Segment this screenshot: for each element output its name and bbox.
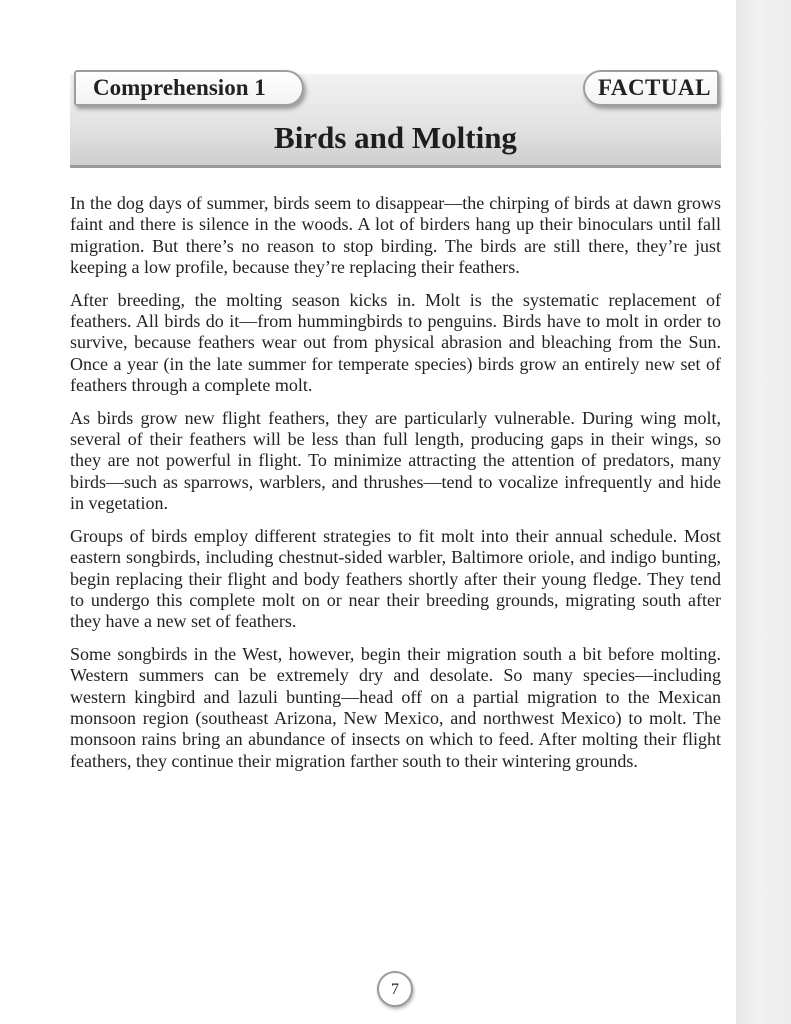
paragraph-2: After breeding, the molting season kicks in. Molt is the systematic replacement of feathers. All birds do it—from hummingbirds to penguins. Birds have to molt in order to survive, because feathers wear out from physical abrasion and bleaching from the Sun. Once a year (in the late summer for temperate species) birds grow an entirely new set of feathers through a complete molt.	[70, 289, 721, 396]
category-label: FACTUAL	[598, 75, 711, 100]
section-label-tab	[74, 70, 304, 106]
page-edge-strip	[736, 0, 791, 1024]
category-label-tab	[583, 70, 719, 106]
paragraph-3: As birds grow new flight feathers, they are particularly vulnerable. During wing molt, several of their feathers will be less than full length, producing gaps in their wings, so they are not powerful in flight. To minimize attracting the attention of predators, many birds—such as sparrows, warblers, and thrushes—tend to vocalize infrequently and hide in vegetation.	[70, 407, 721, 514]
page-number: 7	[377, 971, 413, 1007]
section-label: Comprehension 1	[93, 75, 266, 100]
paragraph-5: Some songbirds in the West, however, begin their migration south a bit before molting. Western summers can be extremely dry and desolate. So many species—including western kingbird and lazuli bunting—head off on a partial migration to the Mexican monsoon region (southeast Arizona, New Mexico, and northwest Mexico) to molt. The monsoon rains bring an abundance of insects on which to feed. After molting their flight feathers, they continue their migration farther south to their wintering grounds.	[70, 643, 721, 771]
paragraph-4: Groups of birds employ different strategies to fit molt into their annual schedule. Most eastern songbirds, including chestnut-sided warbler, Baltimore oriole, and indigo bunting, begin replacing their flight and body feathers shortly after their young fledge. They tend to undergo this complete molt on or near their breeding grounds, migrating south after they have a new set of feathers.	[70, 525, 721, 632]
article-body	[70, 193, 721, 783]
page-title: Birds and Molting	[274, 120, 517, 155]
paragraph-1: In the dog days of summer, birds seem to disappear—the chirping of birds at dawn grows faint and there is silence in the woods. A lot of birders hang up their binoculars until fall migration. But there’s no reason to stop birding. The birds are still there, they’re just keeping a low profile, because they’re replacing their feathers.	[70, 193, 721, 278]
